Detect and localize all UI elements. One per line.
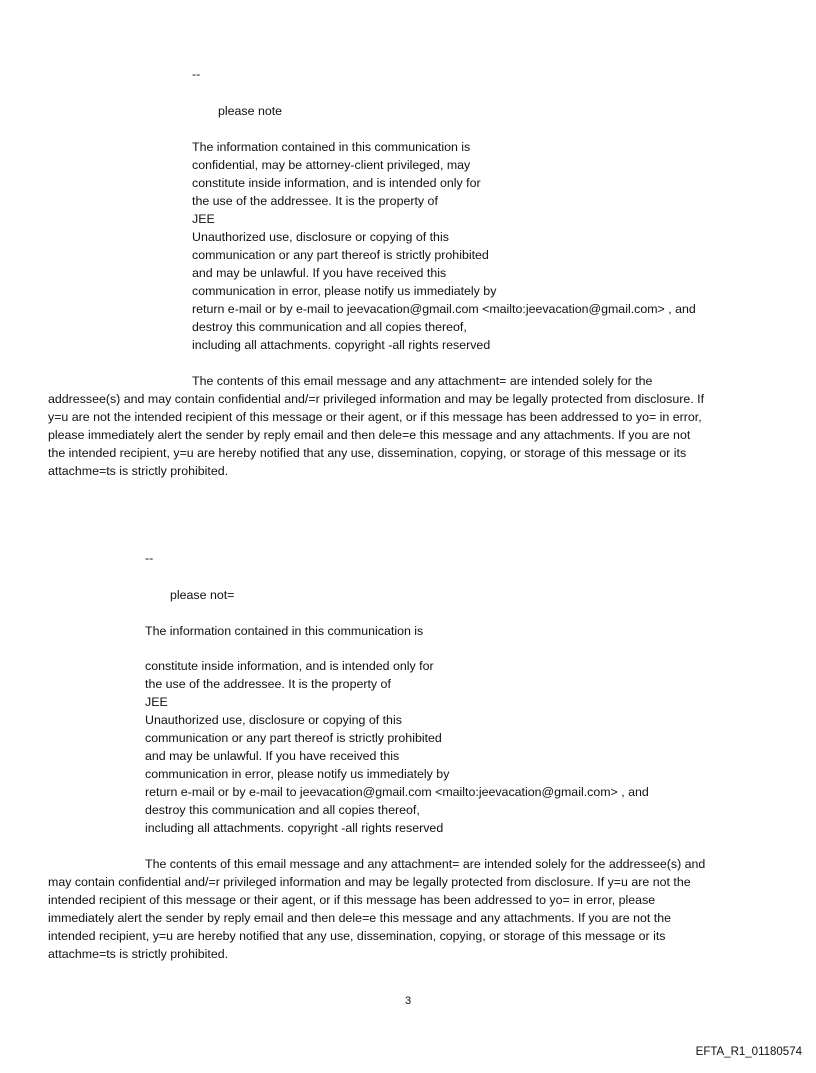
text-line: constitute inside information, and is intended only for: [145, 659, 434, 673]
separator-dashes: --: [145, 551, 154, 565]
bates-number: EFTA_R1_01180574: [695, 1046, 802, 1058]
text-line: intended recipient, y=u are hereby notified that any use, dissemination, copying, or storage of this message or its: [48, 929, 666, 943]
text-line: immediately alert the sender by reply email and then dele=e this message and any attachments. If you are not the: [48, 911, 671, 925]
text-line: constitute inside information, and is intended only for: [192, 176, 481, 190]
text-line: please immediately alert the sender by reply email and then dele=e this message and any attachments. If you are not: [48, 428, 691, 442]
text-line: The contents of this email message and any attachment= are intended solely for the addressee(s) and: [145, 857, 706, 871]
page-number: 3: [404, 995, 412, 1007]
signature-separator: [192, 65, 200, 83]
text-line: Unauthorized use, disclosure or copying of this: [145, 713, 402, 727]
text-line: The contents of this email message and any attachment= are intended solely for the: [192, 374, 653, 388]
text-line: attachme=ts is strictly prohibited.: [48, 464, 229, 478]
text-line: the use of the addressee. It is the property of: [145, 677, 391, 691]
note-heading: please note: [218, 104, 283, 118]
text-line: Unauthorized use, disclosure or copying of this: [192, 230, 449, 244]
text-line: and may be unlawful. If you have received this: [145, 749, 400, 763]
text-line: communication in error, please notify us immediately by: [192, 284, 497, 298]
text-line: return e-mail or by e-mail to jeevacation@gmail.com <mailto:jeevacation@gmail.com> , and: [145, 785, 649, 799]
text-line: attachme=ts is strictly prohibited.: [48, 947, 229, 961]
email-disclaimer: [48, 372, 704, 480]
text-line: communication or any part thereof is strictly prohibited: [145, 731, 442, 745]
text-line: confidential, may be attorney-client privileged, may: [192, 158, 471, 172]
text-line: intended recipient of this message or their agent, or if this message has been addressed to yo= in error, please: [48, 893, 656, 907]
text-line: and may be unlawful. If you have received this: [192, 266, 447, 280]
text-line: return e-mail or by e-mail to jeevacation@gmail.com <mailto:jeevacation@gmail.com> , and: [192, 302, 696, 316]
separator-dashes: --: [192, 67, 201, 81]
text-line: communication or any part thereof is strictly prohibited: [192, 248, 489, 262]
text-line: y=u are not the intended recipient of this message or their agent, or if this message has been addressed to yo= in error,: [48, 410, 702, 424]
text-line: communication in error, please notify us immediately by: [145, 767, 450, 781]
text-line: addressee(s) and may contain confidential and/=r privileged information and may be legally protected from disclosure. If: [48, 392, 705, 406]
text-line: the use of the addressee. It is the property of: [192, 194, 438, 208]
text-line: the intended recipient, y=u are hereby notified that any use, dissemination, copying, or storage of this message or its: [48, 446, 687, 460]
text-line: The information contained in this communication is: [192, 140, 471, 154]
signature-separator: [145, 549, 153, 567]
confidentiality-notice: [145, 657, 649, 837]
email-disclaimer: [48, 855, 705, 963]
text-line: including all attachments. copyright -all rights reserved: [145, 821, 444, 835]
note-heading: please not=: [170, 588, 235, 602]
notice-first-line: The information contained in this communication is: [145, 624, 424, 638]
text-line: may contain confidential and/=r privileged information and may be legally protected from disclosure. If y=u are not the: [48, 875, 691, 889]
text-line: including all attachments. copyright -all rights reserved: [192, 338, 491, 352]
text-line: JEE: [192, 212, 215, 226]
text-line: destroy this communication and all copies thereof,: [145, 803, 420, 817]
text-line: JEE: [145, 695, 168, 709]
confidentiality-notice: [192, 138, 696, 354]
text-line: destroy this communication and all copies thereof,: [192, 320, 467, 334]
